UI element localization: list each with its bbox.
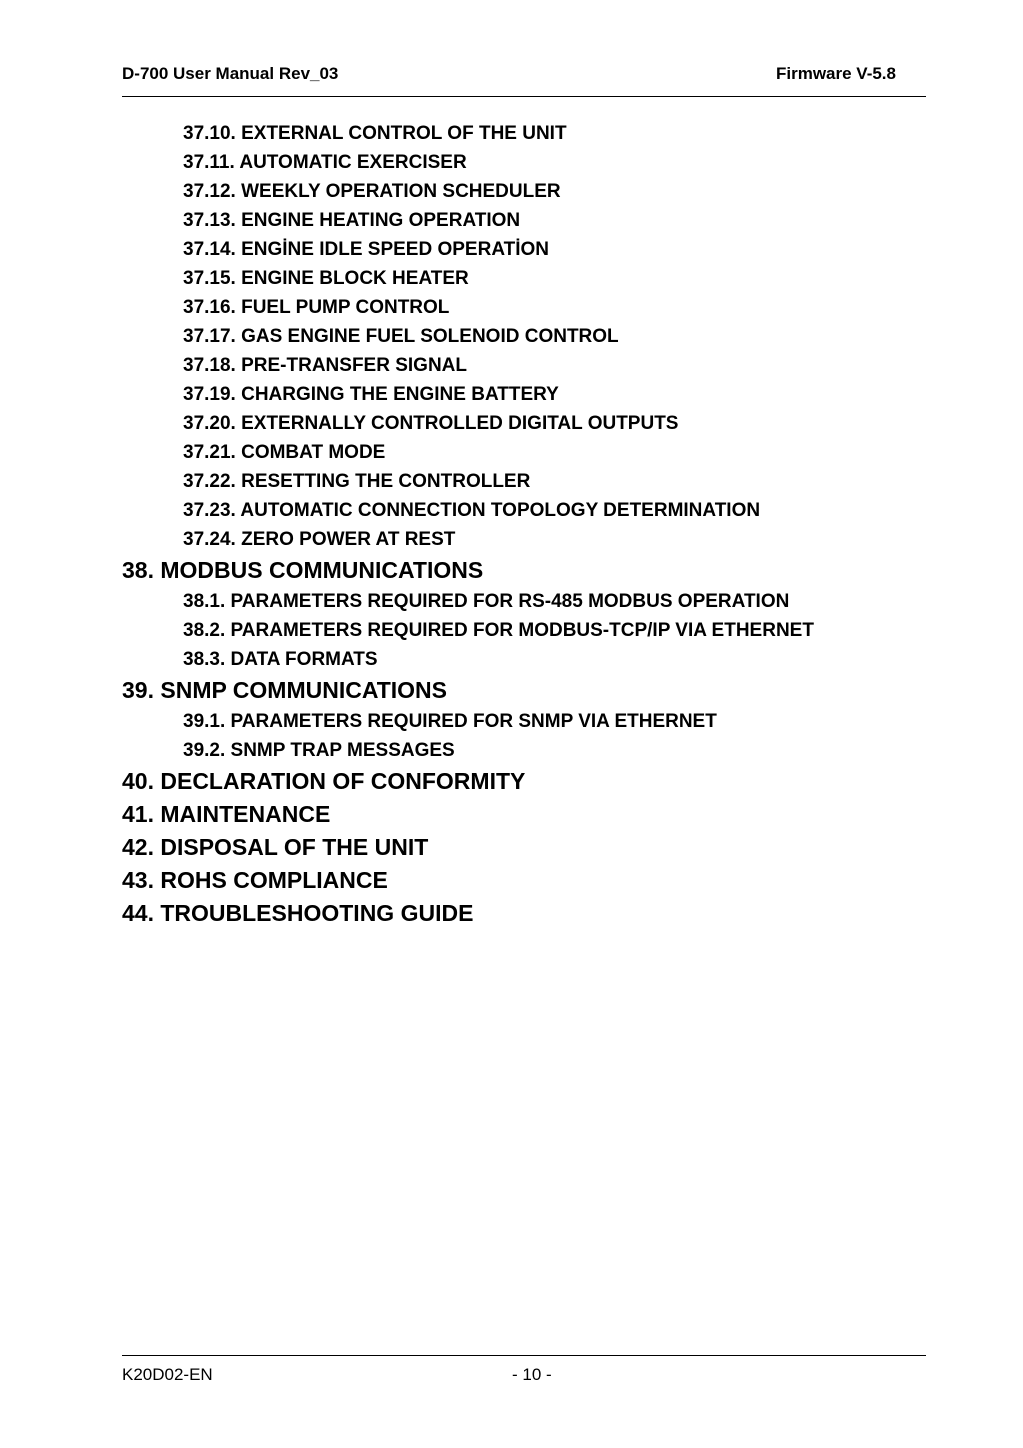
toc-chapter-entry[interactable]: 42. DISPOSAL OF THE UNIT	[122, 834, 429, 860]
document-code: K20D02-EN	[122, 1365, 213, 1384]
header-divider	[122, 96, 926, 97]
toc-section-entry[interactable]: 37.16. FUEL PUMP CONTROL	[183, 297, 450, 318]
toc-section-entry[interactable]: 38.3. DATA FORMATS	[183, 649, 378, 670]
toc-chapter-entry[interactable]: 40. DECLARATION OF CONFORMITY	[122, 768, 526, 794]
toc-chapter-entry[interactable]: 43. ROHS COMPLIANCE	[122, 867, 388, 893]
toc-section-entry[interactable]: 39.1. PARAMETERS REQUIRED FOR SNMP VIA ETHERNET	[183, 711, 717, 732]
toc-section-entry[interactable]: 39.2. SNMP TRAP MESSAGES	[183, 740, 455, 761]
table-of-contents	[0, 119, 1023, 930]
footer-divider	[122, 1355, 926, 1356]
toc-chapter-entry[interactable]: 41. MAINTENANCE	[122, 801, 331, 827]
toc-section-entry[interactable]: 37.10. EXTERNAL CONTROL OF THE UNIT	[183, 123, 567, 144]
toc-section-entry[interactable]: 37.11. AUTOMATIC EXERCISER	[183, 152, 467, 173]
toc-section-entry[interactable]: 37.18. PRE-TRANSFER SIGNAL	[183, 355, 467, 376]
toc-section-entry[interactable]: 37.13. ENGINE HEATING OPERATION	[183, 210, 521, 231]
toc-chapter-entry[interactable]: 44. TROUBLESHOOTING GUIDE	[122, 900, 474, 926]
toc-section-entry[interactable]: 37.15. ENGINE BLOCK HEATER	[183, 268, 469, 289]
toc-section-entry[interactable]: 37.17. GAS ENGINE FUEL SOLENOID CONTROL	[183, 326, 619, 347]
toc-section-entry[interactable]: 37.23. AUTOMATIC CONNECTION TOPOLOGY DETERMINATION	[183, 500, 761, 521]
toc-section-entry[interactable]: 38.1. PARAMETERS REQUIRED FOR RS-485 MODBUS OPERATION	[183, 591, 790, 612]
toc-section-entry[interactable]: 37.21. COMBAT MODE	[183, 442, 386, 463]
toc-section-entry[interactable]: 37.12. WEEKLY OPERATION SCHEDULER	[183, 181, 561, 202]
document-title: D-700 User Manual Rev_03	[122, 64, 339, 83]
page-number: - 10 -	[512, 1365, 552, 1384]
toc-section-entry[interactable]: 37.24. ZERO POWER AT REST	[183, 529, 456, 550]
toc-section-entry[interactable]: 37.14. ENGİNE IDLE SPEED OPERATİON	[183, 239, 550, 260]
toc-section-entry[interactable]: 37.20. EXTERNALLY CONTROLLED DIGITAL OUTPUTS	[183, 413, 679, 434]
toc-section-entry[interactable]: 37.22. RESETTING THE CONTROLLER	[183, 471, 531, 492]
toc-chapter-entry[interactable]: 39. SNMP COMMUNICATIONS	[122, 677, 448, 703]
page-header	[122, 64, 896, 86]
toc-chapter-entry[interactable]: 38. MODBUS COMMUNICATIONS	[122, 557, 484, 583]
firmware-version: Firmware V-5.8	[775, 64, 896, 83]
toc-section-entry[interactable]: 37.19. CHARGING THE ENGINE BATTERY	[183, 384, 559, 405]
toc-section-entry[interactable]: 38.2. PARAMETERS REQUIRED FOR MODBUS-TCP/IP VIA ETHERNET	[183, 620, 814, 641]
